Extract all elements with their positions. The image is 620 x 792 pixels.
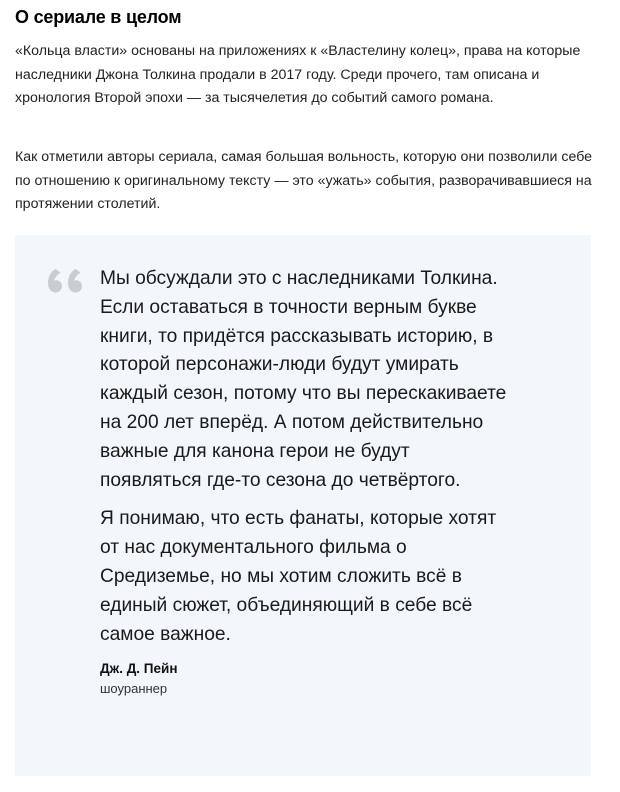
section-title: О сериале в целом [15,7,182,27]
quote-paragraph-2: Я понимаю, что есть фанаты, которые хотят от нас документального фильма о Средиземье, но мы хотим сложить всё в единый сюжет, объединяющий в себе всё самое важное. [100,508,497,645]
paragraph-2: Как отметили авторы сериала, самая большая вольность, которую они позволили себе по отношению к оригинальному тексту — это «ужать» события, разворачивавшиеся на протяжении столетий. [15,149,593,212]
article-body [15,0,605,212]
quote-author-role: шоураннер [100,681,168,697]
quote-body [100,265,510,699]
paragraph-1: «Кольца власти» основаны на приложениях к «Властелину колец», права на которые наследники Джона Толкина продали в 2017 году. Среди прочего, там описана и хронология Второй эпохи — за тысячелетия до событий самого романа. [15,43,581,106]
quote-block [15,235,591,776]
quote-author: Дж. Д. Пейн [100,661,178,677]
quote-mark-icon [47,267,87,301]
quote-paragraph-1: Мы обсуждали это с наследниками Толкина. Если оставаться в точности верным букве книги, то придётся рассказывать историю, в которой персонажи-люди будут умирать каждый сезон, потому что вы перескакиваете на 200 лет вперёд. А потом действительно важные для канона герои не будут появляться где-то сезона до четвёртого. [100,268,507,491]
